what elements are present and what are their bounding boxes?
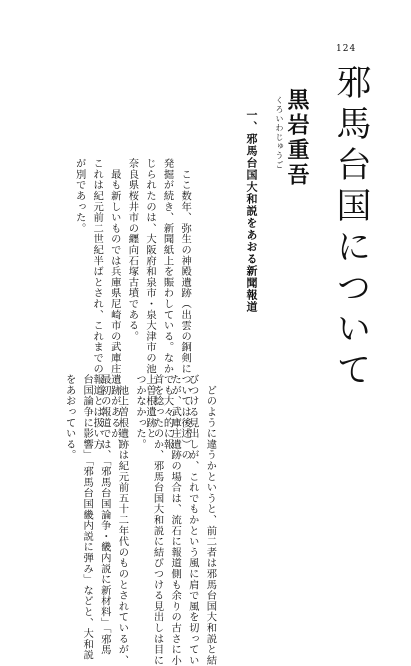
body-line: つかなかった。 xyxy=(133,374,146,450)
body-line: どのように違うかというと、前二者は邪馬台国大和説と結 xyxy=(204,374,217,666)
body-line: これは紀元前二世紀半ばとされ、これまでの報道とは扱い方 xyxy=(91,158,104,450)
body-line: 最も新しいものでは兵庫県尼崎市の武庫庄遺跡があるが、 xyxy=(108,158,121,450)
body-line: 台国論争に影響」「邪馬台国畿内説に弾み」などと、大和説 xyxy=(81,374,94,661)
body-line: 首を捻ったのか、邪馬台国大和説に結びつける見出しは目に xyxy=(151,374,164,666)
body-line: が別であった。 xyxy=(73,158,86,234)
body-line: 池上曽根遺跡は紀元前五十二年代のものとされているが、 xyxy=(116,374,129,666)
body-line: 奈良県桜井市の纒向石塚古墳である。 xyxy=(126,158,139,342)
body-line: 最初の報道では、「邪馬台国論争・畿内説に新材料」「邪馬 xyxy=(98,374,111,656)
body-block-lower xyxy=(60,364,218,666)
body-line: ここ数年、弥生の神殿遺跡（出雲の銅剣については後述）の xyxy=(179,158,192,461)
body-line: たが、武庫庄遺跡の場合は、流石に報道側も余りの古さに小 xyxy=(169,374,182,666)
author-reading: くろいわじゅうご xyxy=(275,96,284,170)
page-number: 124 xyxy=(336,44,357,54)
body-line: びつける見出しが、これでもかという風に肩で風を切ってい xyxy=(186,374,199,666)
author-name: 黒岩重吾 xyxy=(284,88,310,188)
section-heading: 一、邪馬台国大和説をあおる新聞報道 xyxy=(245,109,258,313)
body-line: じられたのは、大阪府和泉市・泉大津市の池上曽根遺跡と xyxy=(143,158,156,440)
article-title: 邪馬台国について xyxy=(331,64,371,392)
body-line: をあおっている。 xyxy=(63,374,76,461)
body-line: 発掘が続き、新聞紙上を賑わしている。なかでも大々的に報 xyxy=(161,158,174,450)
